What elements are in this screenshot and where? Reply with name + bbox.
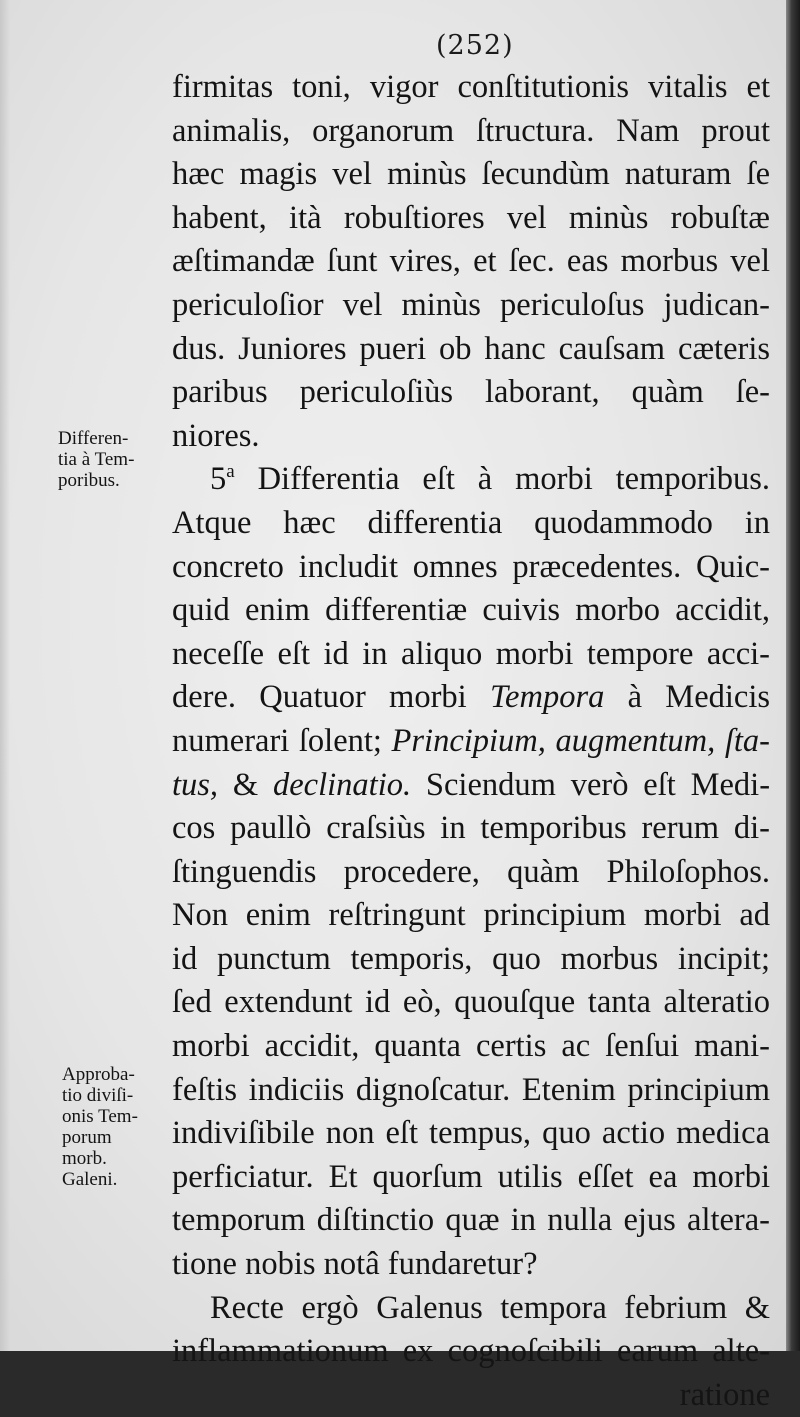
- margin-note-line: Approba-: [62, 1064, 135, 1085]
- text-segment: numerari ſolent;: [172, 722, 382, 759]
- text-line: tione nobis notâ fundaretur?: [172, 1246, 538, 1283]
- text-line: perficiatur. Et quorſum utilis eſſet ea morbi: [172, 1158, 770, 1195]
- text-line: neceſſe eſt id in aliquo morbi tempore acci-: [172, 635, 770, 672]
- margin-note-approbatio: [62, 1064, 138, 1190]
- text-line: inflammationum ex cognoſcibili earum alte-: [172, 1333, 770, 1370]
- paragraph-ordinal: 5: [210, 461, 227, 498]
- text-line: paribus periculoſiùs laborant, quàm ſe-: [172, 374, 770, 411]
- text-line: niores.: [172, 417, 260, 454]
- text-line: morbi accidit, quanta certis ac ſenſui mani-: [172, 1028, 770, 1065]
- text-line-para-start: [172, 458, 770, 502]
- catchword: ratione: [679, 1376, 770, 1413]
- text-line: temporum diſtinctio quæ in nulla ejus altera-: [172, 1202, 770, 1239]
- page-number: (252): [436, 30, 514, 61]
- text-line: firmitas toni, vigor conſtitutionis vitalis et: [172, 69, 770, 105]
- italic-term: tus,: [172, 766, 219, 803]
- italic-term: Tempora: [489, 679, 605, 716]
- text-line: æſtimandæ ſunt vires, et ſec. eas morbus vel: [172, 243, 770, 280]
- margin-note-line: poribus.: [58, 470, 120, 491]
- text-line: hæc magis vel minùs ſecundùm naturam ſe: [172, 156, 770, 193]
- margin-note-line: morb.: [62, 1148, 107, 1169]
- margin-note-line: onis Tem-: [62, 1106, 138, 1127]
- text-line: ſtinguendis procedere, quàm Philoſophos.: [172, 853, 770, 890]
- ampersand: &: [232, 766, 259, 803]
- margin-note-line: porum: [62, 1127, 112, 1148]
- text-line: animalis, organorum ſtructura. Nam prout: [172, 112, 770, 149]
- margin-note-line: tia à Tem-: [58, 449, 135, 470]
- page-edge: [786, 0, 800, 1351]
- text-line-mixed: [172, 764, 770, 808]
- text-line-para-start: Recte ergò Galenus tempora febrium &: [210, 1289, 770, 1326]
- text-line: indiviſibile non eſt tempus, quo actio medica: [172, 1115, 770, 1152]
- text-line: Non enim reſtringunt principium morbi ad: [172, 897, 770, 934]
- text-line: id punctum temporis, quo morbus incipit;: [172, 940, 770, 977]
- text-line: Atque hæc differentia quodammodo in: [172, 504, 770, 541]
- text-line-mixed: [172, 676, 770, 720]
- text-segment: dere. Quatuor morbi: [172, 679, 467, 716]
- margin-note-line: Galeni.: [62, 1169, 118, 1190]
- text-line: ſed extendunt id eò, quouſque tanta alteratio: [172, 984, 770, 1021]
- text-segment: Sciendum verò eſt Medi-: [425, 766, 771, 803]
- italic-term: declinatio.: [273, 766, 412, 803]
- text-line: periculoſior vel minùs periculoſus judican-: [172, 286, 770, 323]
- margin-note-line: Differen-: [58, 428, 129, 449]
- text-segment: à Medicis: [627, 679, 771, 716]
- text-line: feſtis indiciis dignoſcatur. Etenim principium: [172, 1071, 770, 1108]
- margin-note-differentia: [58, 428, 134, 491]
- text-line: dus. Juniores pueri ob hanc cauſsam cæteris: [172, 330, 770, 367]
- body-text: [172, 66, 770, 1417]
- ordinal-superscript: a: [226, 461, 235, 483]
- gutter-shadow: [0, 0, 10, 1351]
- text-line: cos paullò craſsiùs in temporibus rerum di-: [172, 810, 770, 847]
- text-line: concreto includit omnes præcedentes. Quic-: [172, 548, 770, 585]
- text-line: habent, ità robuſtiores vel minùs robuſtæ: [172, 199, 770, 236]
- text-line-mixed: [172, 720, 770, 764]
- margin-note-line: tio diviſi-: [62, 1085, 134, 1106]
- text-segment: Differentia eſt à morbi temporibus.: [257, 461, 770, 498]
- text-line: quid enim differentiæ cuivis morbo accidit,: [172, 592, 770, 629]
- italic-term: Principium, augmentum, ſta-: [391, 722, 770, 759]
